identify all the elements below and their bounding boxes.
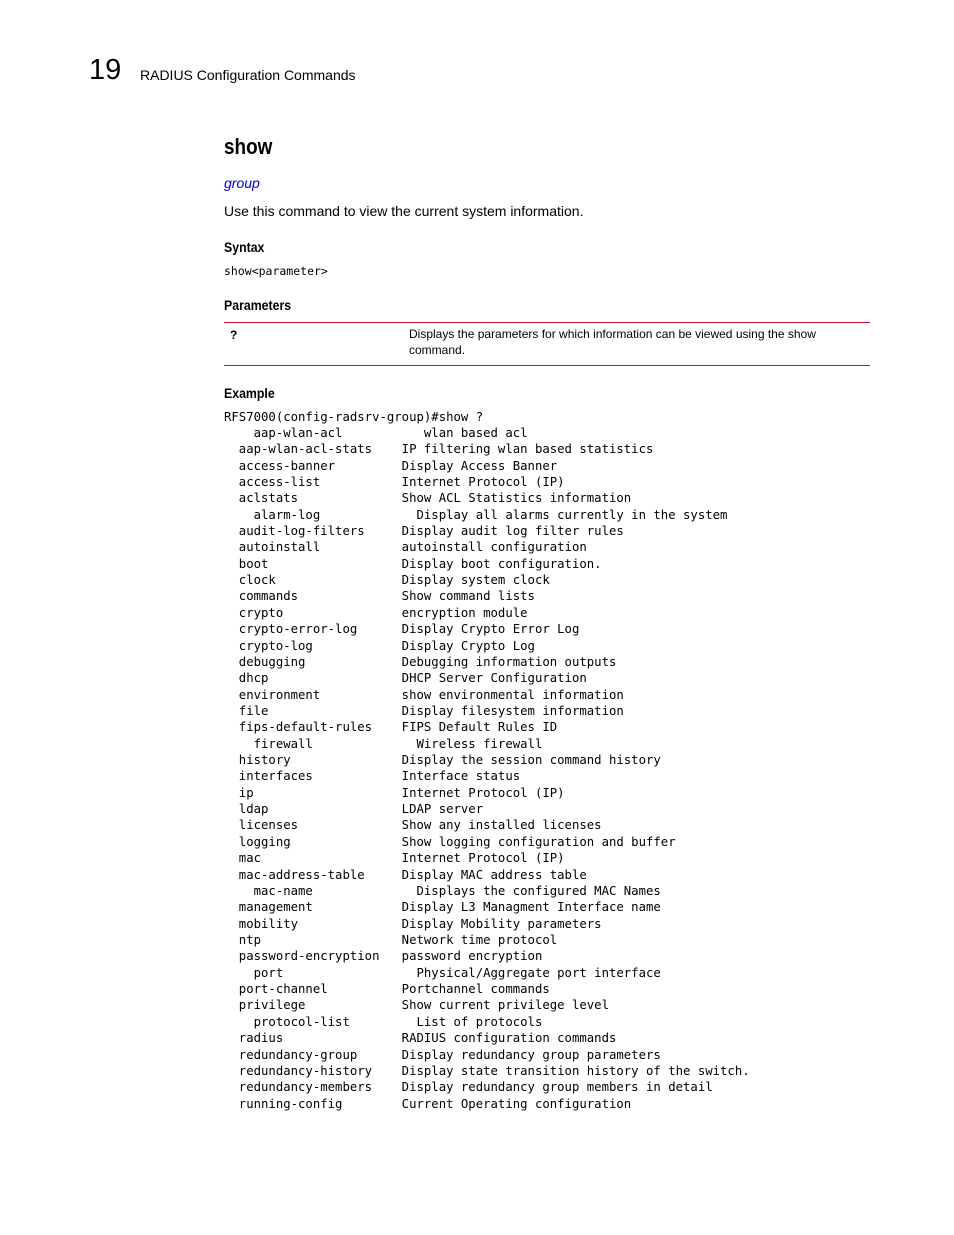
- example-code-line: radius RADIUS configuration commands: [224, 1031, 617, 1046]
- example-code-line: audit-log-filters Display audit log filter rules: [224, 524, 624, 539]
- example-code-line: alarm-log Display all alarms currently in the system: [224, 507, 728, 522]
- example-code-line: environment show environmental information: [224, 687, 624, 702]
- example-code-line: boot Display boot configuration.: [224, 556, 602, 571]
- example-code-line: mac-address-table Display MAC address table: [224, 867, 587, 882]
- example-code-line: history Display the session command history: [224, 753, 661, 768]
- parameters-heading: Parameters: [224, 297, 292, 313]
- example-code-line: interfaces Interface status: [224, 769, 521, 784]
- example-code-line: management Display L3 Managment Interface name: [224, 900, 661, 915]
- syntax-code: show<parameter>: [224, 264, 328, 278]
- example-code-line: privilege Show current privilege level: [224, 998, 609, 1013]
- example-code-line: dhcp DHCP Server Configuration: [224, 671, 587, 686]
- parameter-name: ?: [230, 328, 238, 342]
- example-code-line: port-channel Portchannel commands: [224, 982, 550, 997]
- example-code-line: commands Show command lists: [224, 589, 535, 604]
- example-code-line: password-encryption password encryption: [224, 949, 543, 964]
- syntax-heading: Syntax: [224, 239, 265, 255]
- chapter-title: RADIUS Configuration Commands: [140, 67, 356, 83]
- example-code-line: mac Internet Protocol (IP): [224, 851, 565, 866]
- example-code-line: redundancy-group Display redundancy group parameters: [224, 1047, 661, 1062]
- example-code-block: [224, 409, 750, 1112]
- example-code-line: redundancy-members Display redundancy group members in detail: [224, 1080, 713, 1095]
- group-context-link[interactable]: group: [224, 175, 260, 191]
- example-code-line: aclstats Show ACL Statistics information: [224, 491, 632, 506]
- example-code-line: port Physical/Aggregate port interface: [224, 965, 661, 980]
- example-code-line: ip Internet Protocol (IP): [224, 785, 565, 800]
- example-code-line: debugging Debugging information outputs: [224, 654, 617, 669]
- example-code-line: autoinstall autoinstall configuration: [224, 540, 587, 555]
- example-code-line: firewall Wireless firewall: [224, 736, 543, 751]
- example-code-line: redundancy-history Display state transition history of the switch.: [224, 1063, 750, 1078]
- command-description: Use this command to view the current system information.: [224, 203, 584, 219]
- parameter-description: Displays the parameters for which information can be viewed using the show command.: [409, 327, 816, 357]
- example-code-line: mobility Display Mobility parameters: [224, 916, 602, 931]
- example-code-line: logging Show logging configuration and buffer: [224, 834, 676, 849]
- example-code-line: licenses Show any installed licenses: [224, 818, 602, 833]
- example-code-line: access-banner Display Access Banner: [224, 458, 558, 473]
- example-code-line: ntp Network time protocol: [224, 933, 558, 947]
- example-code-line: crypto-error-log Display Crypto Error Log: [224, 622, 580, 637]
- example-code-line: access-list Internet Protocol (IP): [224, 474, 565, 489]
- parameters-table: [224, 322, 870, 366]
- example-heading: Example: [224, 385, 275, 401]
- example-code-line: clock Display system clock: [224, 573, 550, 588]
- chapter-number: 19: [89, 54, 122, 86]
- example-code-line: crypto-log Display Crypto Log: [224, 638, 535, 653]
- command-title: show: [224, 134, 273, 159]
- example-code-line: ldap LDAP server: [224, 802, 484, 817]
- example-code-line: aap-wlan-acl-stats IP filtering wlan based statistics: [224, 442, 654, 457]
- example-code-line: crypto encryption module: [224, 605, 528, 620]
- example-code-line: mac-name Displays the configured MAC Names: [224, 883, 661, 898]
- example-code-line: aap-wlan-acl wlan based acl: [224, 425, 528, 440]
- example-code-line: file Display filesystem information: [224, 703, 624, 718]
- example-code-line: protocol-list List of protocols: [224, 1014, 543, 1029]
- example-code-line: running-config Current Operating configuration: [224, 1096, 632, 1111]
- example-code-line: fips-default-rules FIPS Default Rules ID: [224, 720, 558, 735]
- example-code-line: RFS7000(config-radsrv-group)#show ?: [224, 409, 484, 424]
